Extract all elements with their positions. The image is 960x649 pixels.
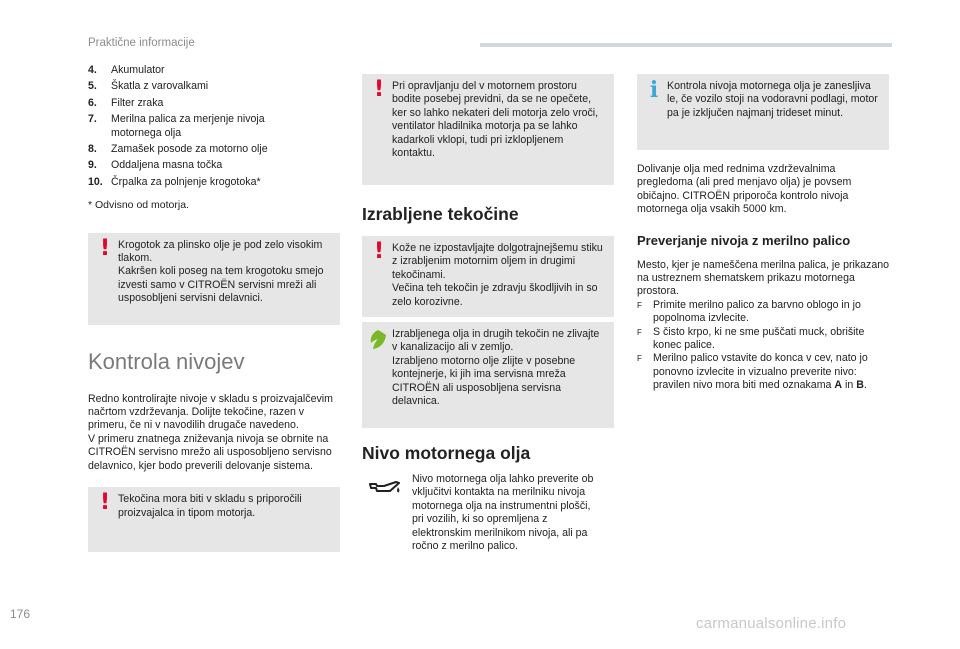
watermark: carmanualsonline.info bbox=[696, 615, 847, 632]
oil-level-text: Nivo motornega olja lahko preverite ob vključitvi kontakta na merilniku nivoja motornega olja na instrumentni plošči, pri vozilih, ki so opremljena z elektronskim merilnikom nivoja, ali pa ročno z merilno palico. bbox=[412, 473, 594, 553]
dolivanje-paragraph: Dolivanje olja med rednima vzdrževalnima pregledoma (ali pred menjavo olja) je povsem običajno. CITROËN priporoča kontrolo nivoja motornega olja vsakih 5000 km. bbox=[637, 163, 852, 216]
oil-can-icon bbox=[362, 473, 412, 501]
warning-box-engine: ! Pri opravljanju del v motornem prostoru bodite posebej previdni, da se ne opečete, ker so lahko nekateri deli motorja zelo vroči, ventilator hladilnika motorja pa se lahko kadarkoli vklopi, tudi pri izklopljenem kontaktu. bbox=[362, 74, 614, 185]
page-number: 176 bbox=[10, 607, 31, 621]
warning-box-fluid: ! Tekočina mora biti v skladu s priporočili proizvajalca in tipom motorja. bbox=[88, 487, 340, 552]
footnote: * Odvisno od motorja. bbox=[88, 199, 189, 212]
warning-box-skin: ! Kože ne izpostavljajte dolgotrajnejšemu stiku z izrabljenim motornim oljem in drugimi tekočinami. Večina teh tekočin je zdravju škodljivih in so zelo korozivne. bbox=[362, 236, 614, 317]
warning-box-fuel: ! Krogotok za plinsko olje je pod zelo visokim tlakom. Kakršen koli poseg na tem krogotoku smejo izvesti samo v CITROËN servisni mreži ali usposobljeni servisni delavnici. bbox=[88, 233, 340, 325]
section-title-preverjanje: Preverjanje nivoja z merilno palico bbox=[637, 232, 851, 248]
column-left bbox=[88, 64, 340, 552]
warning-icon: ! bbox=[99, 235, 111, 261]
environment-box: Izrabljenega olja in drugih tekočin ne zlivajte v kanalizacijo ali v zemljo. Izrabljeno motorno olje zlijte v posebne kontejnerje, ki jih ima servisna mreža CITROËN ali usposobljena servisna delavnica. bbox=[362, 322, 614, 428]
kontrola-paragraph: Redno kontrolirajte nivoje v skladu s proizvajalčevim načrtom vzdrževanja. Dolijte tekočine, razen v primeru, če ni v navodilih drugače navedeno. V primeru znatnega zniževanja nivoja se obrnite na CITROËN servisno mrežo ali usposobljeno servisno delavnico, kjer bodo preverili delovanje sistema. bbox=[88, 392, 333, 472]
list-item: 10. Črpalka za polnjenje krogotoka* bbox=[88, 175, 261, 188]
list-item: 8. Zamašek posode za motorno olje bbox=[88, 143, 268, 156]
info-icon: i bbox=[649, 77, 659, 103]
column-right bbox=[637, 74, 889, 393]
column-middle bbox=[362, 74, 614, 553]
preverjanje-intro: Mesto, kjer je nameščena merilna palica, je prikazano na ustreznem shematskem prikazu motornega prostora. bbox=[637, 258, 890, 298]
list-item: 5. Škatla z varovalkami bbox=[88, 80, 209, 93]
recycle-leaf-icon bbox=[367, 329, 389, 355]
warning-icon: ! bbox=[373, 239, 385, 264]
header-divider-bar bbox=[480, 43, 892, 47]
list-item: F S čisto krpo, ki ne sme puščati muck, obrišite konec palice. bbox=[637, 325, 865, 352]
list-item: F Primite merilno palico za barvno oblogo in jo popolnoma izvlecite. bbox=[637, 298, 861, 325]
list-item: 9. Oddaljena masna točka bbox=[88, 159, 223, 172]
header-section-title: Praktične informacije bbox=[88, 37, 195, 49]
info-box-oil: i Kontrola nivoja motornega olja je zanesljiva le, če vozilo stoji na vodoravni podlagi, motor pa je izključen najmanj trideset minut. bbox=[637, 74, 889, 150]
components-list bbox=[88, 64, 340, 189]
section-title-nivo: Nivo motornega olja bbox=[362, 443, 531, 463]
list-item: F Merilno palico vstavite do konca v cev, nato jo ponovno izvlecite in vizualno preverite nivo: pravilen nivo mora biti med oznakama A in B. bbox=[637, 352, 868, 392]
list-item: 4. Akumulator bbox=[88, 64, 165, 76]
oil-level-block bbox=[362, 473, 614, 553]
section-title-kontrola: Kontrola nivojev bbox=[88, 348, 245, 374]
warning-icon: ! bbox=[99, 490, 111, 516]
list-item: 7. Merilna palica za merjenje nivoja motornega olja bbox=[88, 113, 265, 139]
list-item: 6. Filter zraka bbox=[88, 96, 164, 109]
warning-icon: ! bbox=[373, 77, 385, 102]
section-title-izrabljene: Izrabljene tekočine bbox=[362, 204, 519, 224]
preverjanje-steps bbox=[637, 299, 889, 393]
